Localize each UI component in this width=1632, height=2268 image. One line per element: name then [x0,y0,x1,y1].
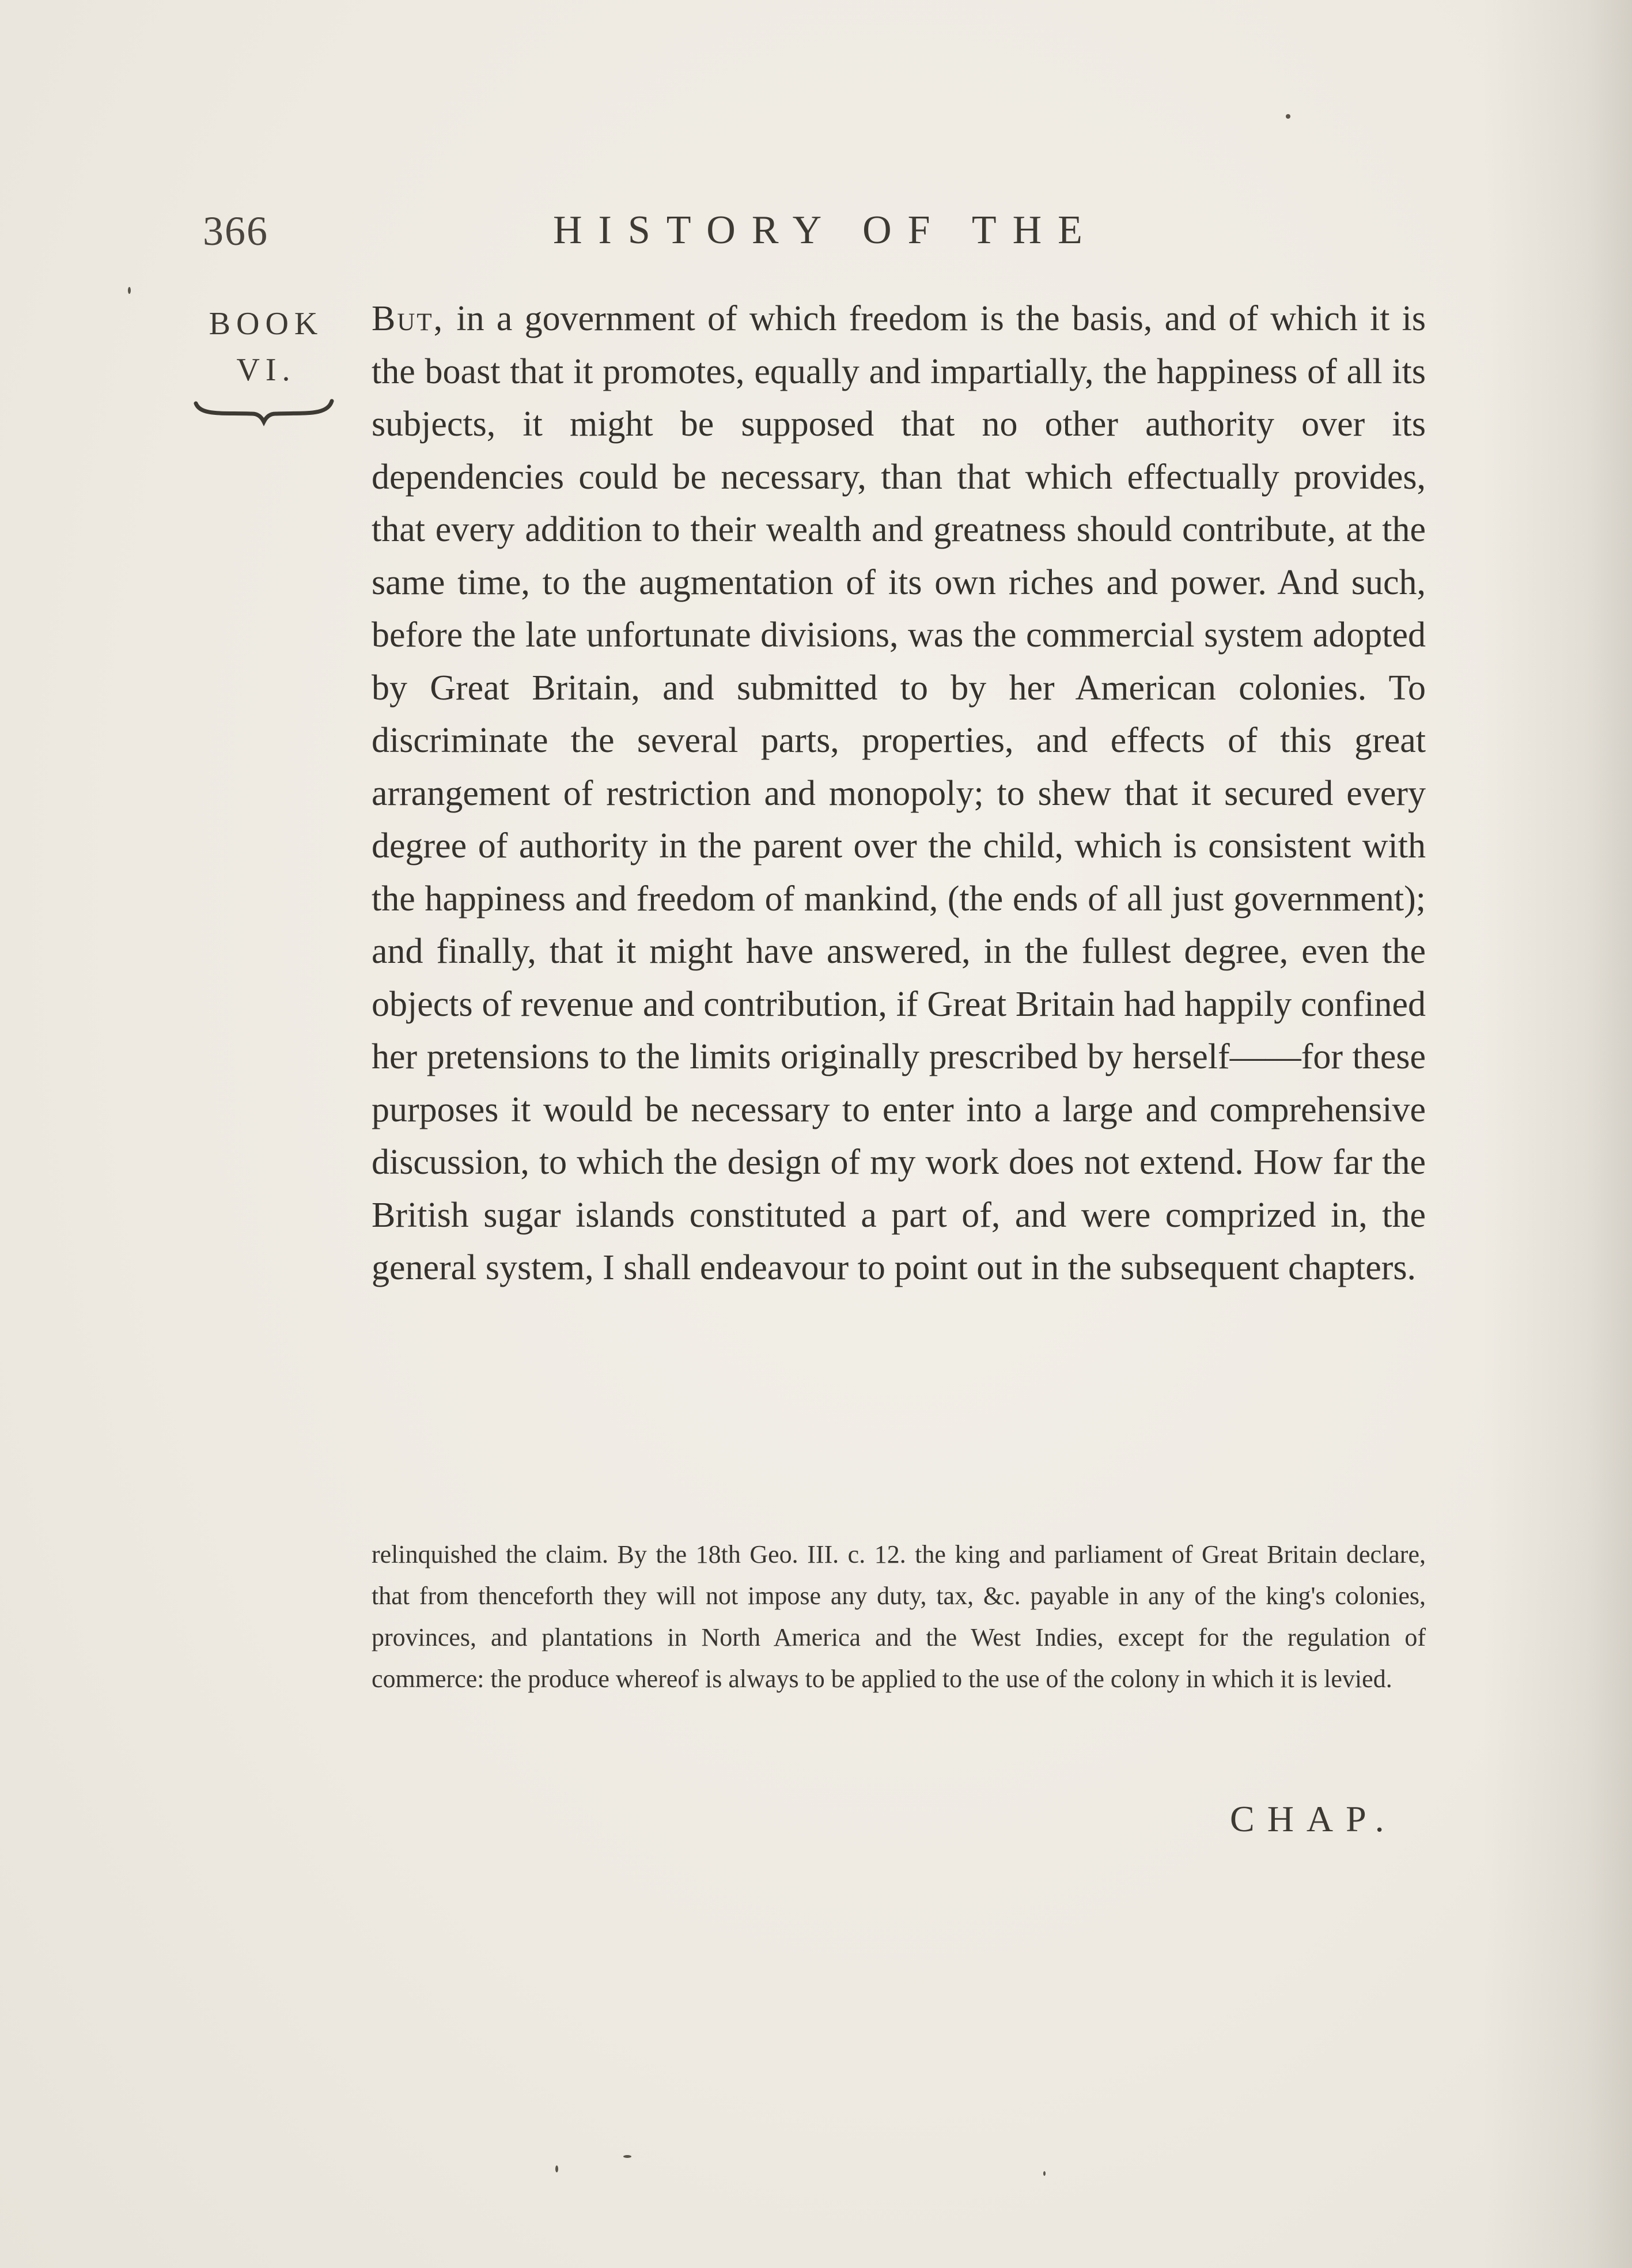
gutter-shadow [1482,0,1632,2268]
running-head: HISTORY OF THE [553,208,1099,252]
margin-note-book: BOOK [209,306,324,342]
paragraph-lead-word: But, [372,299,445,338]
main-paragraph [372,293,1426,1295]
paper-speck [623,2155,631,2158]
margin-note [191,301,341,393]
paper-speck [1043,2171,1046,2176]
margin-brace-ornament [189,393,339,428]
margin-note-volume: VI. [236,352,296,388]
catchword: CHAP. [1230,1798,1397,1839]
paragraph-text: in a government of which freedom is the basis, and of which it is the boast that it promotes, equally and impartially, the happiness of all its subjects, it might be supposed that no other authority over its dependencies could be necessary, than that which effectually provides, that every addition to their wealth and greatness should contribute, at the same time, to the augmentation of its own riches and power. And such, before the late unfortunate divisions, was the commercial system adopted by Great Britain, and submitted to by her American colonies. To discriminate the several parts, properties, and effects of this great arrangement of restriction and monopoly; to shew that it secured every degree of authority in the parent over the child, which is consistent with the happiness and freedom of mankind, (the ends of all just government); and finally, that it might have answered, in the fullest degree, even the objects of revenue and contribution, if Great Britain had happily confined her pretensions to the limits originally prescribed by herself——for these purposes it would be necessary to enter into a large and comprehensive discussion, to which the design of my work does not extend. How far the British sugar islands constituted a part of, and were comprized in, the general system, I shall endeavour to point out in the subsequent chapters. [372,299,1426,1287]
page-number: 366 [203,208,268,254]
paper-speck [128,287,131,294]
footnote: relinquished the claim. By the 18th Geo. III. c. 12. the king and parliament of Great Britain declare, that from thenceforth they will not impose any duty, tax, &c. payable in any of the king's colonies, provinces, and plantations in North America and the West Indies, except for the regulation of commerce: the produce whereof is always to be applied to the use of the colony in which it is levied. [372,1540,1426,1693]
paper-speck [555,2165,558,2172]
paper-speck [1286,114,1290,119]
